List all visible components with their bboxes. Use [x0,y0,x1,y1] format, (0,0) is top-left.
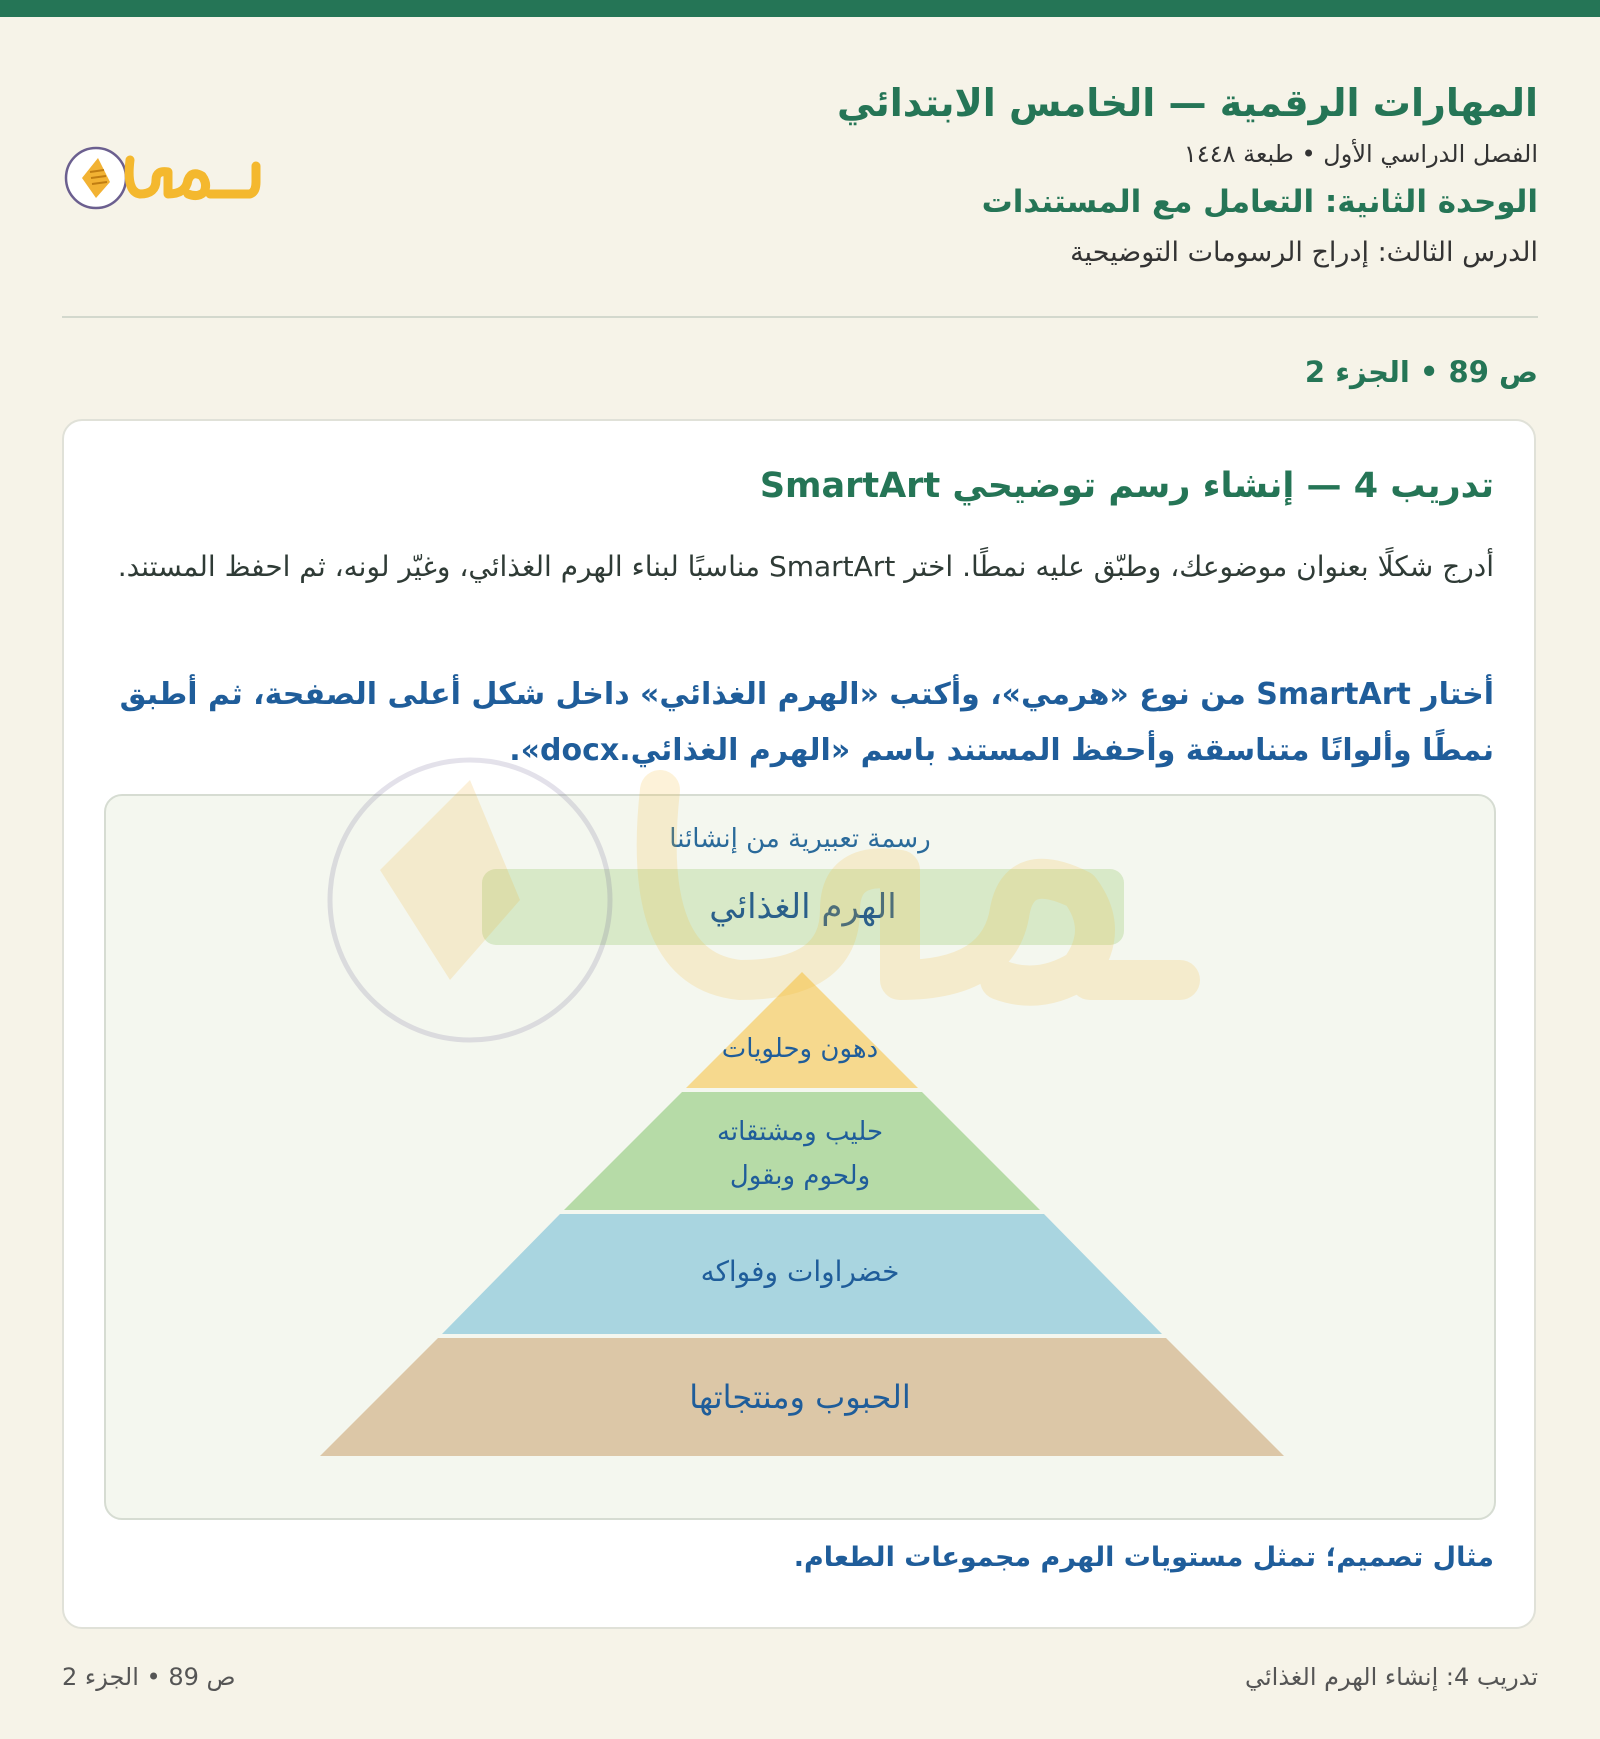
figure-caption: رسمة تعبيرية من إنشائنا [669,824,931,854]
svg-text:حلول: حلول [57,132,60,133]
pyramid-level-4-label: الحبوب ومنتجاتها [689,1378,911,1416]
hulul-logo [57,132,280,222]
exercise-title: تدريب 4 — إنشاء رسم توضيحي SmartArt [759,466,1494,506]
semester-edition: الفصل الدراسي الأول • طبعة ١٤٤٨ [1183,140,1538,168]
top-accent-bar [0,0,1600,17]
footer-page-label: ص 89 • الجزء 2 [62,1663,236,1691]
pyramid-level-1 [686,972,918,1088]
smartart-figure [104,794,1496,1520]
pyramid-level-2-line1: حليب ومشتقاته [716,1117,884,1147]
footer-exercise-label: تدريب 4: إنشاء الهرم الغذائي [1244,1663,1538,1691]
figure-title-box: الهرم الغذائي [482,869,1124,945]
exercise-card [62,419,1536,1629]
page-reference: ص 89 • الجزء 2 [1304,355,1538,389]
pyramid-level-1-label: دهون وحلويات [721,1034,879,1064]
page-header [438,70,1538,272]
header-divider [62,316,1538,318]
unit-title: الوحدة الثانية: التعامل مع المستندات [981,184,1538,220]
pyramid-level-2-label [106,1110,1494,1198]
example-note: مثال تصميم؛ تمثل مستويات الهرم مجموعات الطعام. [793,1542,1494,1573]
exercise-answer: أختار SmartArt من نوع «هرمي»، وأكتب «الهرم الغذائي» داخل شكل أعلى الصفحة، ثم أطبق نمطًا وألوانًا متناسقة وأحفظ المستند باسم «الهرم الغذائي.docx». [119,677,1494,768]
page-title: المهارات الرقمية — الخامس الابتدائي [837,81,1538,125]
pyramid-level-3-label: خضراوات وفواكه [700,1255,900,1288]
pyramid-level-2-line2: ولحوم وبقول [729,1161,871,1191]
book-logo-icon [57,132,280,222]
exercise-description: أدرج شكلًا بعنوان موضوعك، وطبّق عليه نمطًا. اختر SmartArt مناسبًا لبناء الهرم الغذائي، وغيّر لونه، ثم احفظ المستند. [117,550,1494,583]
lesson-title: الدرس الثالث: إدراج الرسومات التوضيحية [1070,237,1538,268]
